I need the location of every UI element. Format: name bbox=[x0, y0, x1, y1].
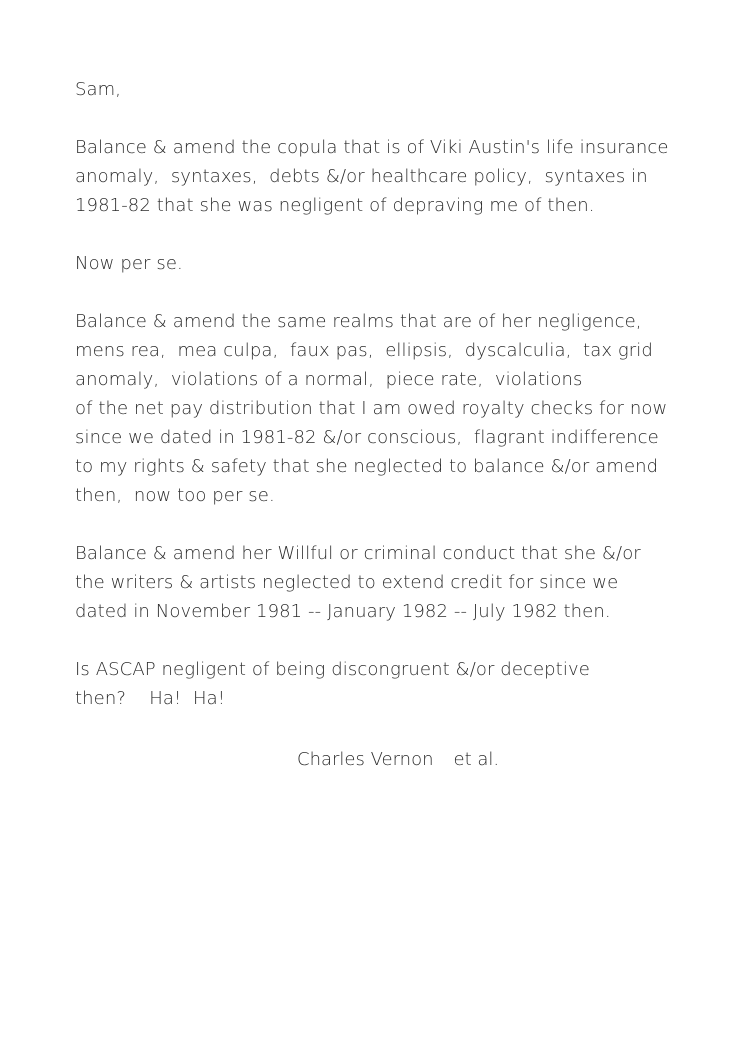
signature bbox=[297, 745, 499, 774]
salutation bbox=[75, 75, 715, 104]
signature-suffix: et al. bbox=[453, 749, 500, 770]
paragraph-line: to my rights & safety that she neglected to balance &/or amend bbox=[75, 456, 659, 477]
paragraph-3 bbox=[75, 307, 715, 510]
paragraph-2 bbox=[75, 249, 715, 278]
paragraph-line: anomaly, syntaxes, debts &/or healthcare policy, syntaxes in bbox=[75, 166, 648, 187]
paragraph-line: Now per se. bbox=[75, 253, 183, 274]
paragraph-line: Balance & amend her Willful or criminal conduct that she &/or bbox=[75, 543, 641, 564]
salutation-line: Sam, bbox=[75, 79, 122, 100]
letter-body bbox=[75, 75, 715, 742]
paragraph-line: of the net pay distribution that I am owed royalty checks for now bbox=[75, 398, 668, 419]
paragraph-line: mens rea, mea culpa, faux pas, ellipsis, dyscalculia, tax grid bbox=[75, 340, 653, 361]
signature-name: Charles Vernon bbox=[297, 749, 434, 770]
paragraph-line: 1981-82 that she was negligent of depraving me of then. bbox=[75, 195, 595, 216]
paragraph-line: anomaly, violations of a normal, piece rate, violations bbox=[75, 369, 583, 390]
paragraph-line: then, now too per se. bbox=[75, 485, 275, 506]
paragraph-line: dated in November 1981 -- January 1982 -- July 1982 then. bbox=[75, 601, 611, 622]
paragraph-line: the writers & artists neglected to extend credit for since we bbox=[75, 572, 619, 593]
paragraph-line: then? Ha! Ha! bbox=[75, 688, 226, 709]
paragraph-line: since we dated in 1981-82 &/or conscious, flagrant indifference bbox=[75, 427, 659, 448]
paragraph-4 bbox=[75, 539, 715, 626]
paragraph-line: Balance & amend the same realms that are of her negligence, bbox=[75, 311, 642, 332]
paragraph-5 bbox=[75, 655, 715, 713]
paragraph-1 bbox=[75, 133, 715, 220]
paragraph-line: Balance & amend the copula that is of Viki Austin's life insurance bbox=[75, 137, 669, 158]
paragraph-line: Is ASCAP negligent of being discongruent &/or deceptive bbox=[75, 659, 590, 680]
